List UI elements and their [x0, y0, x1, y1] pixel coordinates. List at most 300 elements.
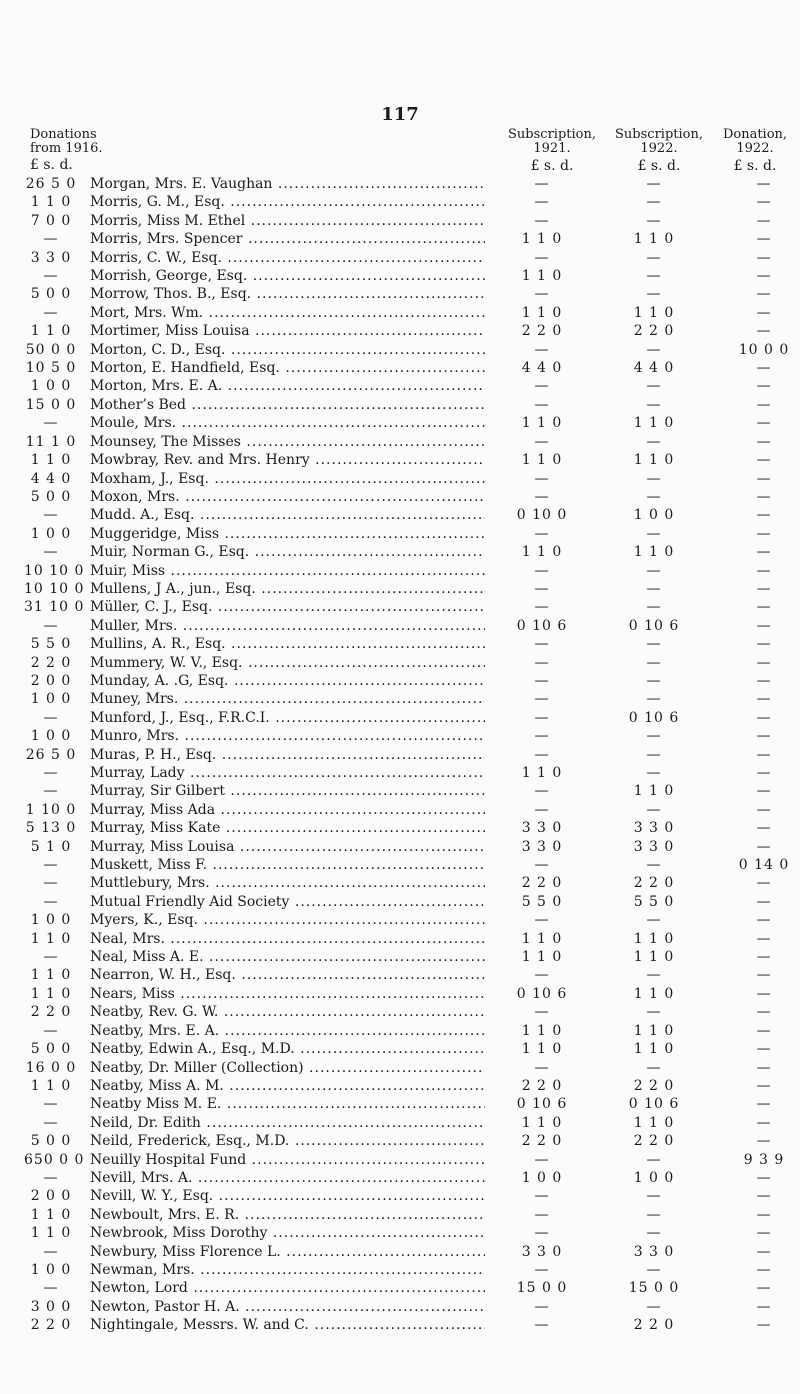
ledger-row [0, 727, 800, 745]
header-subscription-1921-line2: 1921. [533, 141, 571, 156]
subscription-1922-cell: 1 1 0 [633, 1114, 675, 1131]
donor-name: Mowbray, Rev. and Mrs. Henry ..... [90, 451, 485, 469]
donor-name: Muller, Mrs. ..... [90, 617, 485, 635]
donation-1922-cell: — [756, 176, 772, 192]
subscription-1922-cell: — [646, 1151, 662, 1168]
donation-1922-cell: — [756, 912, 772, 929]
subscription-1922-cell: 1 1 0 [633, 949, 675, 966]
subscription-1922-cell: — [646, 1188, 662, 1205]
donor-name: Newboult, Mrs. E. R. ..... [90, 1206, 485, 1224]
donation-1916-cell: — [43, 1169, 59, 1186]
donation-1922-cell: — [756, 599, 772, 616]
subscription-1921-cell: 3 3 0 [521, 838, 563, 855]
donation-1922-cell: 10 0 0 [738, 341, 790, 358]
subscription-1921-cell: — [534, 783, 550, 800]
subscription-1922-cell: 0 10 6 [628, 709, 680, 726]
ledger-row [0, 1279, 800, 1297]
ledger-row [0, 966, 800, 984]
donation-1922-cell: — [756, 985, 772, 1002]
header-subscription-1922 [604, 128, 714, 173]
donation-1916-cell: — [43, 544, 59, 561]
donor-name: Newbrook, Miss Dorothy ..... [90, 1224, 485, 1242]
donor-name: Muggeridge, Miss ..... [90, 525, 485, 543]
subscription-1922-cell: 3 3 0 [633, 1243, 675, 1260]
donation-1916-cell: 1 1 0 [30, 452, 72, 469]
donation-1922-cell: — [756, 1317, 772, 1334]
donation-1922-cell: — [756, 470, 772, 487]
donor-name: Newton, Pastor H. A. ..... [90, 1298, 485, 1316]
donor-name: Mummery, W. V., Esq. ..... [90, 654, 485, 672]
subscription-1921-cell: — [534, 654, 550, 671]
donor-name: Müller, C. J., Esq. ..... [90, 598, 485, 616]
subscription-1921-cell: — [534, 1206, 550, 1223]
donor-name: Neal, Miss A. E. ..... [90, 948, 485, 966]
donation-1916-cell: 1 1 0 [30, 1206, 72, 1223]
subscription-1921-cell: — [534, 1317, 550, 1334]
subscription-1922-cell: 2 2 0 [633, 1317, 675, 1334]
ledger-row [0, 470, 800, 488]
subscription-1921-cell: — [534, 176, 550, 192]
donation-1916-cell: 1 0 0 [30, 728, 72, 745]
ledger-row [0, 654, 800, 672]
donor-name: Neild, Frederick, Esq., M.D. ..... [90, 1132, 485, 1150]
ledger-row [0, 433, 800, 451]
subscription-1921-cell: 0 10 0 [516, 507, 568, 524]
donor-name: Mounsey, The Misses ..... [90, 433, 485, 451]
donation-1916-cell: — [43, 709, 59, 726]
subscription-1921-cell: — [534, 801, 550, 818]
subscription-1921-cell: 1 1 0 [521, 1114, 563, 1131]
page-number: 117 [381, 104, 419, 125]
donation-1922-cell: — [756, 672, 772, 689]
donation-1922-cell: — [756, 249, 772, 266]
donor-name: Mother’s Bed ..... [90, 396, 485, 414]
subscription-1922-cell: 1 1 0 [633, 452, 675, 469]
header-subscription-1922-units: £ s. d. [637, 158, 681, 174]
donation-1922-cell: — [756, 949, 772, 966]
donor-name: Neatby, Mrs. E. A. ..... [90, 1022, 485, 1040]
ledger-row [0, 911, 800, 929]
subscription-1922-cell: 3 3 0 [633, 838, 675, 855]
donor-name: Morrow, Thos. B., Esq. ..... [90, 285, 485, 303]
donation-1922-cell: — [756, 1188, 772, 1205]
subscription-1922-cell: 1 1 0 [633, 1022, 675, 1039]
subscription-1922-cell: — [646, 1298, 662, 1315]
donor-name: Morris, G. M., Esq. ..... [90, 193, 485, 211]
donation-1922-cell: — [756, 415, 772, 432]
donation-1916-cell: 2 2 0 [30, 1004, 72, 1021]
donor-name: Nevill, W. Y., Esq. ..... [90, 1187, 485, 1205]
subscription-1921-cell: 1 0 0 [521, 1169, 563, 1186]
donation-1922-cell: — [756, 212, 772, 229]
subscription-1921-cell: 2 2 0 [521, 1133, 563, 1150]
subscription-1922-cell: — [646, 212, 662, 229]
ledger-row [0, 1206, 800, 1224]
donation-1922-cell: — [756, 525, 772, 542]
subscription-1921-cell: 1 1 0 [521, 1022, 563, 1039]
subscription-1922-cell: 1 1 0 [633, 544, 675, 561]
ledger-row [0, 1059, 800, 1077]
subscription-1922-cell: 3 3 0 [633, 820, 675, 837]
donor-name: Mort, Mrs. Wm. ..... [90, 304, 485, 322]
header-donations-1916-units: £ s. d. [30, 157, 73, 173]
donation-1922-cell: — [756, 268, 772, 285]
header-subscription-1922-line2: 1922. [640, 141, 678, 156]
header-donations-1916-line2: from 1916. [30, 141, 103, 156]
ledger-row [0, 1022, 800, 1040]
donation-1916-cell: 2 0 0 [30, 672, 72, 689]
donor-name: Morton, E. Handfield, Esq. ..... [90, 359, 485, 377]
subscription-1922-cell: — [646, 286, 662, 303]
header-subscription-1921-line1: Subscription, [508, 127, 596, 142]
subscription-1922-cell: — [646, 746, 662, 763]
donation-1916-cell: 1 1 0 [30, 967, 72, 984]
subscription-1922-cell: — [646, 672, 662, 689]
donation-1916-cell: 1 1 0 [30, 323, 72, 340]
donor-name: Neuilly Hospital Fund ..... [90, 1151, 485, 1169]
donation-1922-cell: — [756, 580, 772, 597]
donation-1922-cell: — [756, 231, 772, 248]
donation-1916-cell: 2 2 0 [30, 654, 72, 671]
donation-1922-cell: — [756, 1077, 772, 1094]
subscription-1922-cell: 2 2 0 [633, 323, 675, 340]
ledger-row [0, 948, 800, 966]
donor-name: Morton, C. D., Esq. ..... [90, 341, 485, 359]
subscription-1922-cell: — [646, 525, 662, 542]
ledger-row [0, 525, 800, 543]
donor-name: Nears, Miss ..... [90, 985, 485, 1003]
header-donations-1916-line1: Donations [30, 127, 97, 142]
donor-name: Moxham, J., Esq. ..... [90, 470, 485, 488]
subscription-1921-cell: — [534, 1261, 550, 1278]
ledger-row [0, 488, 800, 506]
donation-1916-cell: 4 4 0 [30, 470, 72, 487]
donation-1922-cell: — [756, 875, 772, 892]
header-subscription-1921-units: £ s. d. [530, 158, 574, 174]
donation-1922-cell: — [756, 323, 772, 340]
subscription-1922-cell: — [646, 691, 662, 708]
donation-1922-cell: — [756, 709, 772, 726]
subscription-1921-cell: — [534, 672, 550, 689]
subscription-1921-cell: — [534, 1059, 550, 1076]
donation-1916-cell: — [43, 1022, 59, 1039]
subscription-1921-cell: 1 1 0 [521, 268, 563, 285]
donation-1916-cell: 15 0 0 [25, 396, 77, 413]
ledger-row [0, 617, 800, 635]
subscription-1922-cell: 1 1 0 [633, 1041, 675, 1058]
subscription-1922-cell: — [646, 470, 662, 487]
subscription-1922-cell: 0 10 6 [628, 617, 680, 634]
ledger-row [0, 672, 800, 690]
donation-1916-cell: — [43, 875, 59, 892]
subscription-1922-cell: — [646, 967, 662, 984]
subscription-1921-cell: 5 5 0 [521, 893, 563, 910]
subscription-1922-cell: — [646, 1225, 662, 1242]
donation-1922-cell: — [756, 507, 772, 524]
subscription-1921-cell: — [534, 470, 550, 487]
donation-1916-cell: 10 10 0 [24, 580, 85, 597]
ledger-row [0, 414, 800, 432]
subscription-1921-cell: — [534, 249, 550, 266]
donation-1916-cell: 26 5 0 [25, 176, 77, 192]
ledger-row [0, 1316, 800, 1334]
subscription-1921-cell: — [534, 194, 550, 211]
donation-1922-cell: — [756, 893, 772, 910]
ledger-row [0, 856, 800, 874]
donation-1922-cell: — [756, 1059, 772, 1076]
donor-name: Neatby, Dr. Miller (Collection) ..... [90, 1059, 485, 1077]
donation-1916-cell: — [43, 765, 59, 781]
subscription-1921-cell: 0 10 6 [516, 985, 568, 1002]
ledger-row [0, 1040, 800, 1058]
subscription-1922-cell: — [646, 765, 662, 781]
subscription-1922-cell: — [646, 1206, 662, 1223]
subscription-1921-cell: — [534, 599, 550, 616]
donor-name: Morris, Mrs. Spencer ..... [90, 230, 485, 248]
ledger-row [0, 801, 800, 819]
donor-name: Neild, Dr. Edith ..... [90, 1114, 485, 1132]
donation-1922-cell: — [756, 1022, 772, 1039]
ledger-row [0, 1187, 800, 1205]
subscription-1922-cell: — [646, 599, 662, 616]
donation-1916-cell: — [43, 304, 59, 321]
subscription-1921-cell: 0 10 6 [516, 1096, 568, 1113]
donor-name: Munford, J., Esq., F.R.C.I. ..... [90, 709, 485, 727]
ledger-row [0, 1132, 800, 1150]
donation-1922-cell: — [756, 838, 772, 855]
subscription-1921-cell: 2 2 0 [521, 875, 563, 892]
donor-name: Murray, Lady ..... [90, 764, 485, 782]
subscription-1922-cell: 2 2 0 [633, 875, 675, 892]
donor-name: Neatby Miss M. E. ..... [90, 1095, 485, 1113]
donor-name: Morris, Miss M. Ethel ..... [90, 212, 485, 230]
ledger-row [0, 580, 800, 598]
subscription-1922-cell: 2 2 0 [633, 1133, 675, 1150]
header-donation-1922-line2: 1922. [736, 141, 774, 156]
ledger-row [0, 690, 800, 708]
ledger-row [0, 304, 800, 322]
header-donation-1922 [712, 128, 798, 173]
donation-1916-cell: 10 5 0 [25, 360, 77, 377]
donation-1922-cell: — [756, 562, 772, 579]
donation-1922-cell: — [756, 820, 772, 837]
donation-1916-cell: 5 5 0 [30, 636, 72, 653]
subscription-1921-cell: — [534, 1151, 550, 1168]
donor-name: Neal, Mrs. ..... [90, 930, 485, 948]
subscription-1922-cell: 1 1 0 [633, 930, 675, 947]
donation-1922-cell: — [756, 1133, 772, 1150]
subscription-1922-cell: — [646, 912, 662, 929]
subscription-1921-cell: — [534, 709, 550, 726]
subscription-1921-cell: — [534, 691, 550, 708]
donor-name: Morris, C. W., Esq. ..... [90, 249, 485, 267]
subscription-1921-cell: 1 1 0 [521, 452, 563, 469]
donation-1916-cell: 5 0 0 [30, 286, 72, 303]
donation-1916-cell: 2 2 0 [30, 1317, 72, 1334]
donation-1916-cell: 7 0 0 [30, 212, 72, 229]
donation-1922-cell: — [756, 930, 772, 947]
donation-1922-cell: — [756, 378, 772, 395]
subscription-1921-cell: 2 2 0 [521, 323, 563, 340]
subscription-1921-cell: — [534, 286, 550, 303]
donor-name: Moxon, Mrs. ..... [90, 488, 485, 506]
donation-1916-cell: 1 1 0 [30, 194, 72, 211]
subscription-1921-cell: — [534, 728, 550, 745]
donor-name: Neatby, Rev. G. W. ..... [90, 1003, 485, 1021]
ledger-row [0, 285, 800, 303]
ledger-row [0, 1243, 800, 1261]
subscription-1922-cell: — [646, 1059, 662, 1076]
donation-1922-cell: — [756, 746, 772, 763]
subscription-1921-cell: — [534, 341, 550, 358]
ledger-row [0, 1151, 800, 1169]
donation-1922-cell: — [756, 1243, 772, 1260]
donation-1922-cell: — [756, 1004, 772, 1021]
donor-name: Muney, Mrs. ..... [90, 690, 485, 708]
ledger-row [0, 598, 800, 616]
donor-name: Murray, Miss Ada ..... [90, 801, 485, 819]
donor-name: Newman, Mrs. ..... [90, 1261, 485, 1279]
subscription-1922-cell: — [646, 433, 662, 450]
donation-1922-cell: — [756, 967, 772, 984]
donor-name: Muskett, Miss F. ..... [90, 856, 485, 874]
header-donation-1922-units: £ s. d. [733, 158, 777, 174]
donation-1922-cell: — [756, 488, 772, 505]
subscription-1922-cell: — [646, 1004, 662, 1021]
donation-1916-cell: — [43, 1114, 59, 1131]
subscription-1922-cell: 1 1 0 [633, 985, 675, 1002]
ledger-row [0, 746, 800, 764]
subscription-1921-cell: — [534, 1225, 550, 1242]
donation-1916-cell: 10 10 0 [24, 562, 85, 579]
ledger-row [0, 543, 800, 561]
donation-1916-cell: — [43, 268, 59, 285]
donation-1916-cell: — [43, 1243, 59, 1260]
donor-name: Nevill, Mrs. A. ..... [90, 1169, 485, 1187]
donation-1922-cell: — [756, 1114, 772, 1131]
subscription-1921-cell: — [534, 212, 550, 229]
donation-1922-cell: — [756, 1206, 772, 1223]
donation-1922-cell: — [756, 286, 772, 303]
ledger-row [0, 930, 800, 948]
subscription-1922-cell: 4 4 0 [633, 360, 675, 377]
subscription-1921-cell: — [534, 746, 550, 763]
donation-1916-cell: 1 0 0 [30, 1261, 72, 1278]
ledger-row [0, 1077, 800, 1095]
donation-1922-cell: — [756, 1169, 772, 1186]
donor-name: Muras, P. H., Esq. ..... [90, 746, 485, 764]
donor-name: Mutual Friendly Aid Society ..... [90, 893, 485, 911]
donation-1922-cell: — [756, 1261, 772, 1278]
subscription-1922-cell: — [646, 857, 662, 874]
subscription-1921-cell: — [534, 525, 550, 542]
donation-1916-cell: 5 0 0 [30, 1041, 72, 1058]
donation-1916-cell: 5 0 0 [30, 1133, 72, 1150]
subscription-1921-cell: 1 1 0 [521, 949, 563, 966]
donation-1922-cell: — [756, 1280, 772, 1297]
donor-name: Nightingale, Messrs. W. and C. ..... [90, 1316, 485, 1334]
donor-name: Newton, Lord ..... [90, 1279, 485, 1297]
subscription-1922-cell: — [646, 728, 662, 745]
header-subscription-1921 [502, 128, 602, 173]
subscription-1921-cell: 0 10 6 [516, 617, 568, 634]
donation-1916-cell: 16 0 0 [25, 1059, 77, 1076]
subscription-1921-cell: 1 1 0 [521, 544, 563, 561]
donation-1916-cell: 5 13 0 [25, 820, 77, 837]
subscription-1921-cell: — [534, 433, 550, 450]
donor-name: Nearron, W. H., Esq. ..... [90, 966, 485, 984]
donation-1916-cell: 3 3 0 [30, 249, 72, 266]
ledger-row [0, 396, 800, 414]
ledger-row [0, 1095, 800, 1113]
subscription-1921-cell: — [534, 378, 550, 395]
subscription-1922-cell: — [646, 1261, 662, 1278]
donation-1922-cell: 9 3 9 [743, 1151, 785, 1168]
ledger-row [0, 359, 800, 377]
donor-name: Murray, Sir Gilbert ..... [90, 782, 485, 800]
ledger-row [0, 838, 800, 856]
ledger-row [0, 451, 800, 469]
donation-1916-cell: — [43, 1096, 59, 1113]
subscription-1921-cell: 1 1 0 [521, 930, 563, 947]
subscription-1922-cell: 1 0 0 [633, 507, 675, 524]
donation-1916-cell: — [43, 415, 59, 432]
donation-1916-cell: — [43, 617, 59, 634]
donation-1916-cell: 5 0 0 [30, 488, 72, 505]
subscription-1921-cell: — [534, 912, 550, 929]
donation-1916-cell: 1 0 0 [30, 525, 72, 542]
donor-name: Muir, Miss ..... [90, 562, 485, 580]
donation-1922-cell: — [756, 360, 772, 377]
ledger-row [0, 874, 800, 892]
donor-name: Moule, Mrs. ..... [90, 414, 485, 432]
ledger-row [0, 1169, 800, 1187]
donor-name: Morton, Mrs. E. A. ..... [90, 377, 485, 395]
subscription-1922-cell: — [646, 488, 662, 505]
donation-1922-cell: — [756, 1298, 772, 1315]
donation-1916-cell: 11 1 0 [25, 433, 77, 450]
subscription-1922-cell: 1 0 0 [633, 1169, 675, 1186]
subscription-1921-cell: — [534, 636, 550, 653]
donor-name: Murray, Miss Louisa ..... [90, 838, 485, 856]
donation-1916-cell: 3 0 0 [30, 1298, 72, 1315]
ledger-row [0, 175, 800, 193]
donation-1922-cell: — [756, 304, 772, 321]
subscription-1922-cell: 2 2 0 [633, 1077, 675, 1094]
subscription-1922-cell: — [646, 176, 662, 192]
ledger-row [0, 1003, 800, 1021]
donor-name: Mortimer, Miss Louisa ..... [90, 322, 485, 340]
subscription-1921-cell: 1 1 0 [521, 1041, 563, 1058]
subscription-1922-cell: — [646, 396, 662, 413]
subscription-1921-cell: — [534, 580, 550, 597]
subscription-1921-cell: 2 2 0 [521, 1077, 563, 1094]
donor-name: Morgan, Mrs. E. Vaughan ..... [90, 175, 485, 193]
subscription-1922-cell: — [646, 268, 662, 285]
subscription-1921-cell: 4 4 0 [521, 360, 563, 377]
donation-1916-cell: 1 1 0 [30, 985, 72, 1002]
donor-name: Murray, Miss Kate ..... [90, 819, 485, 837]
subscription-1922-cell: — [646, 378, 662, 395]
subscription-1921-cell: 1 1 0 [521, 231, 563, 248]
donor-name: Munday, A. .G, Esq. ..... [90, 672, 485, 690]
ledger-row [0, 1224, 800, 1242]
donation-1922-cell: — [756, 544, 772, 561]
donation-1922-cell: — [756, 691, 772, 708]
donation-1916-cell: — [43, 949, 59, 966]
donation-1916-cell: — [43, 783, 59, 800]
subscription-1921-cell: — [534, 967, 550, 984]
